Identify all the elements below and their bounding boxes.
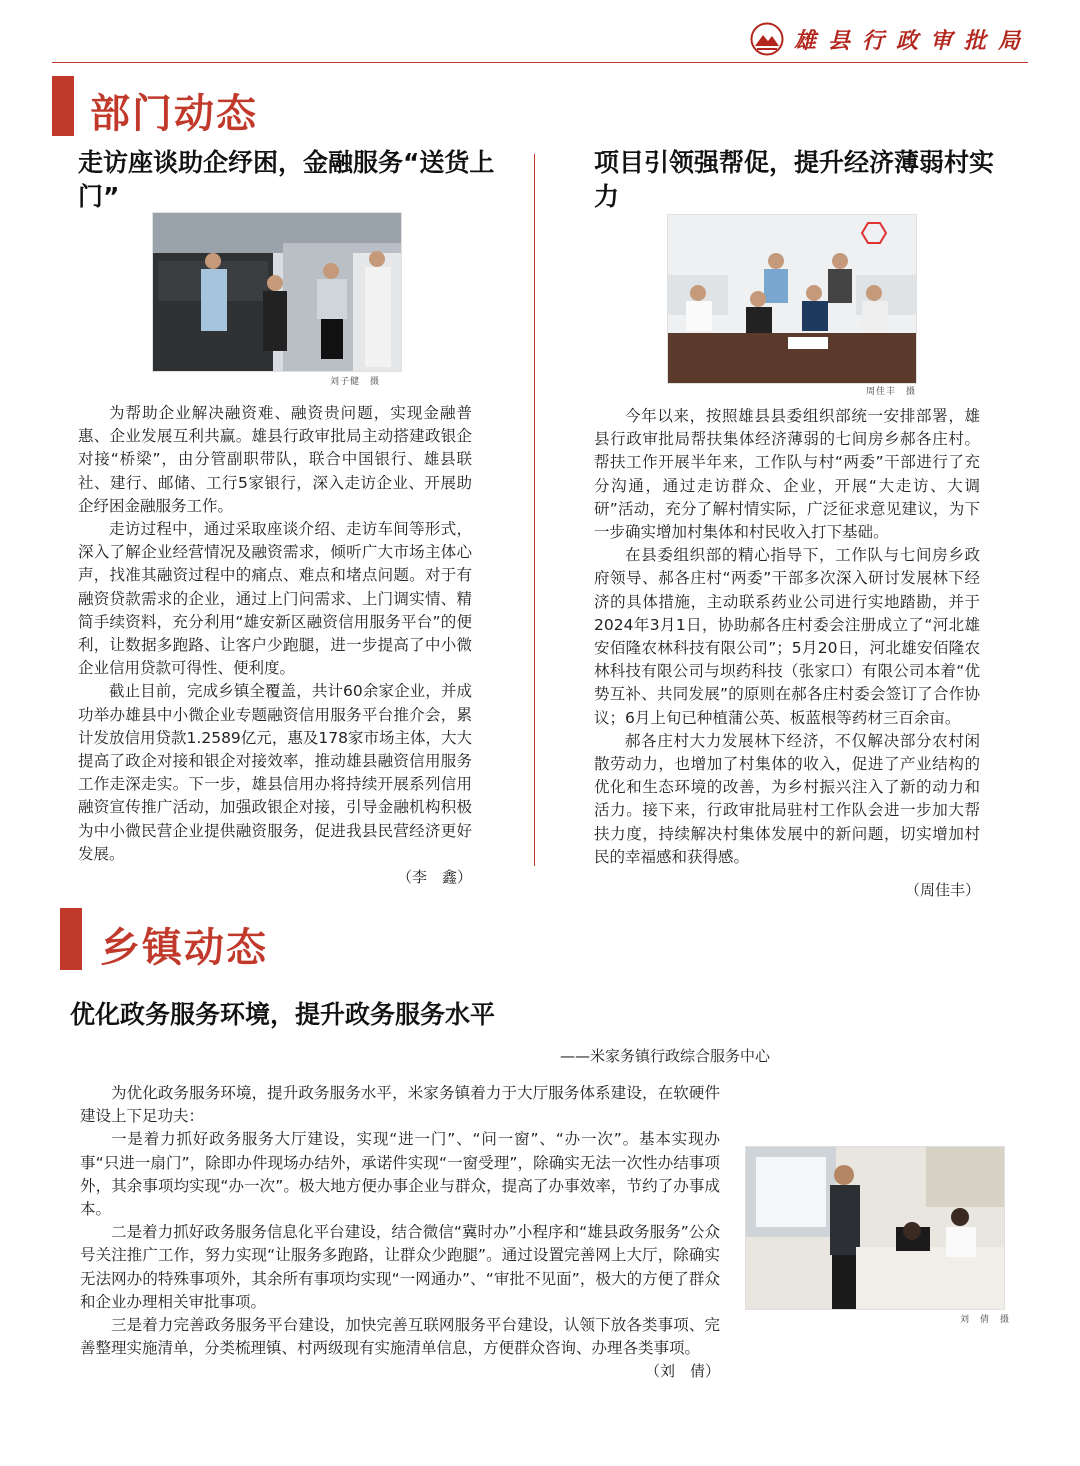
article-subtitle: ——米家务镇行政综合服务中心 xyxy=(560,1047,771,1065)
paragraph: 走访过程中，通过采取座谈介绍、走访车间等形式，深入了解企业经营情况及融资需求，倾听广大市场主体心声，找准其融资过程中的痛点、难点和堵点问题。对于有融资贷款需求的企业，通过上门问需求、上门调实情、精简手续资料，充分利用“雄安新区融资信用服务平台”的便利，让数据多跑路、让客户少跑腿，进一步提高了中小微企业信用贷款可得性、便利度。 xyxy=(78,520,472,678)
paragraph: 三是着力完善政务服务平台建设，加快完善互联网服务平台建设，认领下放各类事项、完善整理实施清单，分类梳理镇、村两级现有实施清单信息，方便群众咨询、办理各类事项。 xyxy=(80,1316,720,1358)
paragraph: 截止目前，完成乡镇全覆盖，共计60余家企业，并成功举办雄县中小微企业专题融资信用服务平台推介会，累计发放信用贷款1.2589亿元，惠及178家市场主体，大大提高了政企对接和银企对接效率，推动雄县融资信用服务工作走深走实。下一步，雄县信用办将持续开展系列信用融资宣传推广活动，加强政银企对接，引导金融机构积极为中小微民营企业提供融资服务，促进我县民营经济更好发展。 xyxy=(78,682,472,863)
photo-caption-service: 刘 倩 摄 xyxy=(960,1315,1011,1325)
section-title-department: 部门动态 xyxy=(90,91,258,137)
article-title-village: 项目引领强帮促，提升经济薄弱村实力 xyxy=(594,148,995,211)
paragraph: 在县委组织部的精心指导下，工作队与七间房乡政府领导、郝各庄村“两委”干部多次深入研讨发展林下经济的具体措施，主动联系药业公司进行实地踏勘，并于2024年3月1日，协助郝各庄村委会注册成立了“河北雄安佰隆农林科技有限公司”；5月20日，河北雄安佰隆农林科技有限公司与坝药科技（张家口）有限公司本着“优势互补、共同发展”的原则在郝各庄村委会签订了合作协议；6月上旬已种植蒲公英、板蓝根等药材三百余亩。 xyxy=(594,546,980,727)
header-rule xyxy=(52,62,1028,63)
article-author: （周佳丰） xyxy=(904,881,980,900)
paragraph: 为优化政务服务环境，提升政务服务水平，米家务镇着力于大厅服务体系建设，在软硬件建设上下足功夫： xyxy=(80,1084,720,1126)
photo-signing-meeting xyxy=(667,214,917,384)
paragraph: 为帮助企业解决融资难、融资贵问题，实现金融普惠、企业发展互利共赢。雄县行政审批局主动搭建政银企对接“桥梁”，由分管副职带队，联合中国银行、雄县联社、建行、邮储、工行5家银行，深入走访企业、开展助企纾困金融服务工作。 xyxy=(78,404,472,515)
paragraph: 一是着力抓好政务服务大厅建设，实现“进一门”、“问一窗”、“办一次”。基本实现办事“只进一扇门”，除即办件现场办结外，承诺件实现“一窗受理”，除确实无法一次性办结事项外，其余事项均实现“办一次”。极大地方便办事企业与群众，提高了办事效率，节约了办事成本。 xyxy=(80,1130,720,1219)
article-body-village xyxy=(594,405,980,900)
section-title-town: 乡镇动态 xyxy=(100,925,268,971)
photo-factory-visit xyxy=(152,212,402,372)
article-author: （李 鑫） xyxy=(396,868,472,887)
article-author: （刘 倩） xyxy=(644,1362,720,1381)
article-title-finance: 走访座谈助企纾困，金融服务“送货上门” xyxy=(78,148,495,211)
brand-name: 雄县行政审批局 xyxy=(793,27,1032,54)
section-marker xyxy=(52,76,74,136)
column-divider xyxy=(534,154,535,866)
photo-caption-left: 刘子健 摄 xyxy=(330,377,381,387)
paragraph: 二是着力抓好政务服务信息化平台建设，结合微信“冀时办”小程序和“雄县政务服务”公众号关注推广工作，努力实现“让服务多跑路，让群众少跑腿”。通过设置完善网上大厅，除确实无法网办的特殊事项外，其余所有事项均实现“一网通办”、“审批不见面”，极大的方便了群众和企业办理相关审批事项。 xyxy=(80,1223,720,1311)
paragraph: 今年以来，按照雄县县委组织部统一安排部署，雄县行政审批局帮扶集体经济薄弱的七间房乡郝各庄村。帮扶工作开展半年来，工作队与村“两委”干部进行了充分沟通，通过走访群众、企业，开展“大走访、大调研”活动，充分了解村情实际，广泛征求意见建议，为下一步确实增加村集体和村民收入打下基础。 xyxy=(594,407,980,542)
paragraph: 郝各庄村大力发展林下经济，不仅解决部分农村闲散劳动力，也增加了村集体的收入，促进了产业结构的优化和生态环境的改善，为乡村振兴注入了新的动力和活力。接下来，行政审批局驻村工作队会进一步加大帮扶力度，持续解决村集体发展中的新问题，切实增加村民的幸福感和获得感。 xyxy=(594,731,980,866)
article-body-finance xyxy=(78,402,472,887)
article-body-service xyxy=(80,1082,720,1381)
section-marker xyxy=(60,908,82,970)
header-brand xyxy=(750,22,1032,56)
photo-caption-right: 周佳丰 摄 xyxy=(866,387,917,397)
mountain-logo-icon xyxy=(750,22,784,56)
photo-service-hall xyxy=(745,1146,1005,1310)
article-title-service: 优化政务服务环境，提升政务服务水平 xyxy=(70,1000,496,1029)
